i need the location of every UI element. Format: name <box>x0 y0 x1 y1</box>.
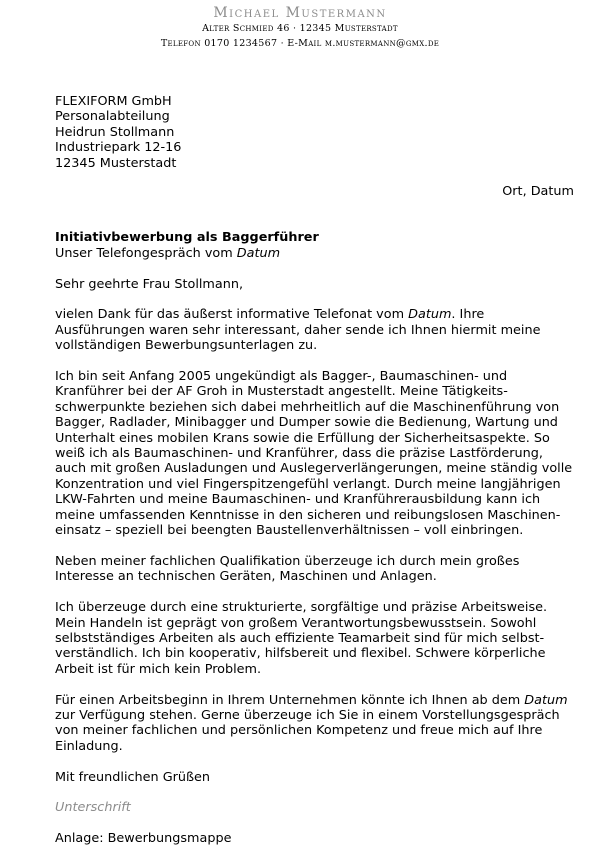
paragraph-1 <box>55 307 574 353</box>
reference-text: Unser Telefongespräch vom <box>55 245 237 261</box>
sender-address: Alter Schmied 46 · 12345 Musterstadt <box>202 23 398 34</box>
recipient-line: 12345 Musterstadt <box>55 155 177 171</box>
p5-after: zur Verfügung stehen. Gerne überzeuge ich Sie in einem Vorstellungsgespräch von meiner fachlichen und persönlichen Kompetenz und freue mich auf Ihre Einladung. <box>55 707 560 754</box>
recipient-line: Heidrun Stollmann <box>55 124 175 140</box>
p5-before: Für einen Arbeitsbeginn in Ihrem Unternehmen könnte ich Ihnen ab dem <box>55 692 525 708</box>
reference-date-placeholder: Datum <box>236 245 281 261</box>
letterhead <box>0 5 600 51</box>
recipient-line: FLEXIFORM GmbH <box>55 94 172 109</box>
letter-body <box>55 94 574 847</box>
place-date: Ort, Datum <box>502 184 574 200</box>
recipient-line: Industriepark 12-16 <box>55 140 182 156</box>
recipient-line: Personalabteilung <box>55 109 170 125</box>
recipient-address <box>55 94 574 171</box>
signature-placeholder: Unterschrift <box>55 800 131 816</box>
p5-date-placeholder: Datum <box>524 692 568 708</box>
p1-before: vielen Dank für das äußerst informative Telefonat vom <box>55 307 409 323</box>
salutation: Sehr geehrte Frau Stollmann, <box>55 276 244 292</box>
enclosure: Anlage: Bewerbungsmappe <box>55 831 232 847</box>
paragraph-4: Ich überzeuge durch eine strukturierte, sorgfältige und präzise Arbeitsweise. Mein Handeln ist geprägt von großem Verantwortungsbewusstsein. Sowohl selbstständiges Arbeiten als auch effiziente Teamarbeit sind für mich selbstverständlich. Ich bin kooperativ, hilfsbereit und flexibel. Schwere körperliche Arbeit ist für mich kein Problem. <box>55 600 548 677</box>
sender-contact: Telefon 0170 1234567 · E-Mail m.mustermann@gmx.de <box>160 38 440 49</box>
subject-line: Initiativbewerbung als Baggerführer <box>55 230 319 246</box>
paragraph-2: Ich bin seit Anfang 2005 ungekündigt als Bagger-, Baumaschinen- und Kranführer bei der AF Groh in Musterstadt angestellt. Meine Tätigkeitsschwerpunkte beziehen sich dabei mehrheitlich auf die Maschinenführung von Bagger, Radlader, Minibagger und Dumper sowie die Bedienung, Wartung und Unterhalt eines mobilen Krans sowie die Erfüllung der Sicherheitsaspekte. So weiß ich als Baumaschinen- und Kranführer, dass die präzise Lastförderung, auch mit großen Ausladungen und Auslegerverlängerungen, meine ständig volle Konzentration und viel Fingerspitzengefühl verlangt. Durch meine langjährigen LKW-Fahrten und meine Baumaschinen- und Kranführerausbildung kann ich meine umfassenden Kenntnisse in den sicheren und reibungslosen Maschineneinsatz – speziell bei beengten Baustellenverhältnissen – voll einbringen. <box>55 369 573 539</box>
p1-date-placeholder: Datum <box>408 307 452 323</box>
reference-line <box>55 246 574 261</box>
closing: Mit freundlichen Grüßen <box>55 769 211 785</box>
sender-name: Michael Mustermann <box>213 5 387 21</box>
paragraph-5 <box>55 693 574 755</box>
paragraph-3: Neben meiner fachlichen Qualifikation überzeuge ich durch mein großes Interesse an technischen Geräten, Maschinen und Anlagen. <box>55 553 520 585</box>
p1-after: . Ihre Ausführungen waren sehr interessant, daher sende ich Ihnen hiermit meine vollständigen Bewerbungsunterlagen zu. <box>55 307 541 354</box>
